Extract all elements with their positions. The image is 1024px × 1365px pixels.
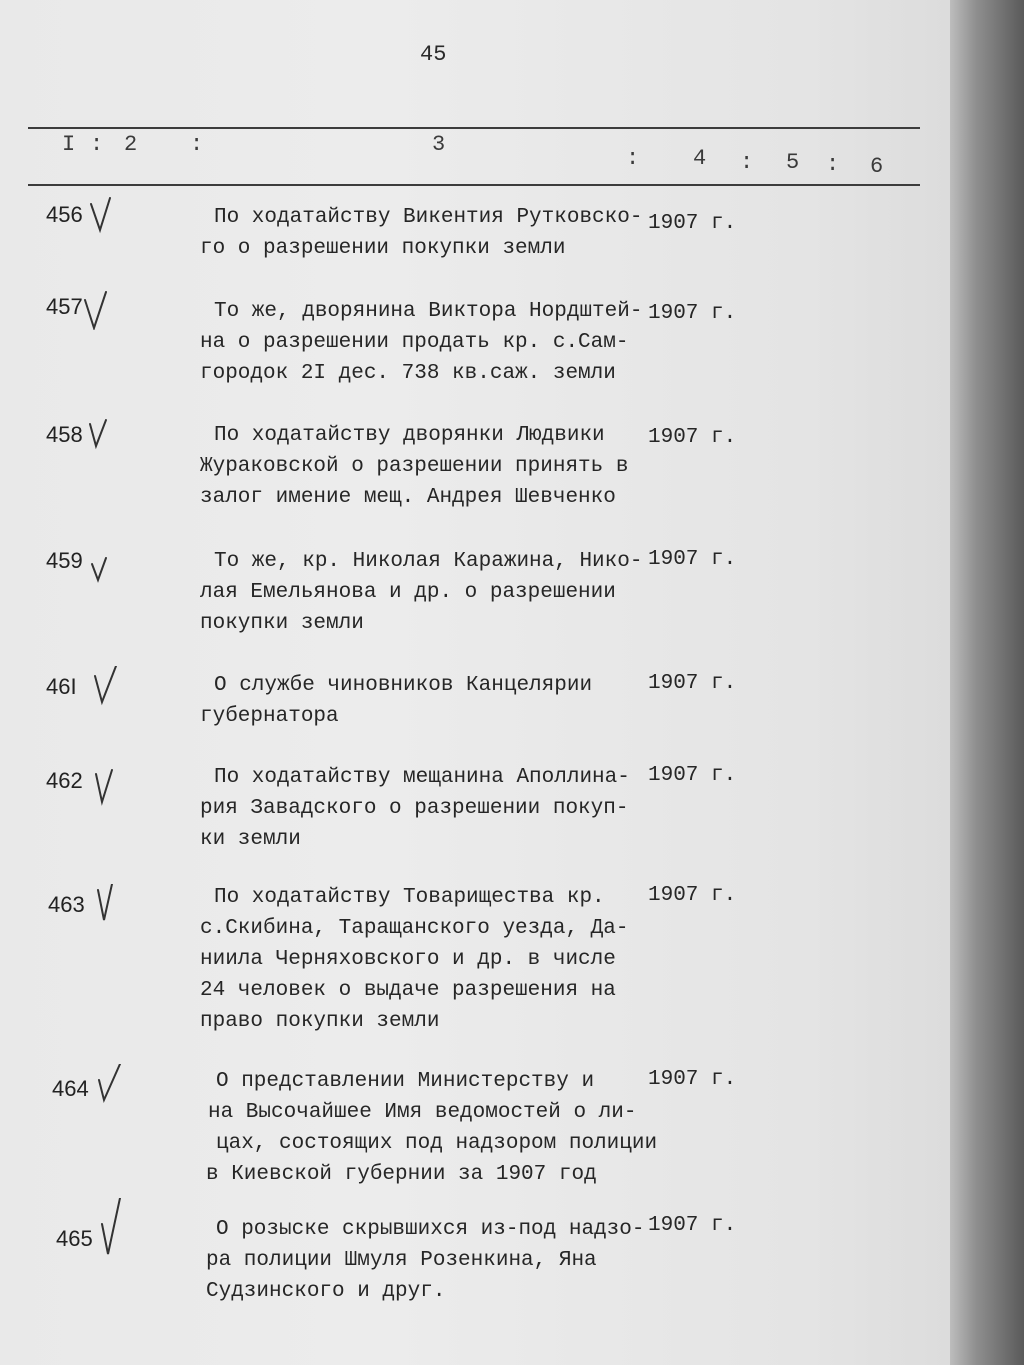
- entry-number: 462: [46, 768, 83, 793]
- entry-year: 1907 г.: [648, 426, 737, 449]
- entry-title-line: По ходатайству Товарищества кр.: [214, 886, 605, 909]
- checkmark-icon: [88, 196, 118, 236]
- entry-year: 1907 г.: [648, 1214, 737, 1237]
- entry-title: [200, 1214, 650, 1307]
- page-edge-shadow: [950, 0, 1024, 1365]
- checkmark-icon: [98, 1198, 128, 1258]
- entry-title-line: О розыске скрывшихся из-под надзо-: [216, 1218, 645, 1241]
- checkmark-icon: [82, 290, 112, 330]
- entry-title: [200, 546, 650, 639]
- column-header-4: 4: [693, 146, 707, 171]
- entry-title-line: По ходатайству Викентия Рутковско-: [214, 206, 643, 229]
- entry-title-line: го о разрешении покупки земли: [200, 237, 566, 260]
- entry-title-line: на о разрешении продать кр. с.Сам-: [200, 331, 629, 354]
- entry-number: 465: [56, 1226, 93, 1251]
- entry-year: 1907 г.: [648, 548, 737, 571]
- entry-title-line: По ходатайству дворянки Людвики: [214, 424, 605, 447]
- entry-title: [200, 296, 650, 389]
- entry-title-line: городок 2I дес. 738 кв.саж. земли: [200, 362, 616, 385]
- entry-number: 459: [46, 548, 83, 573]
- entry-title-line: право покупки земли: [200, 1010, 440, 1033]
- column-header-6: 6: [870, 154, 884, 179]
- column-separator: :: [740, 150, 754, 175]
- entry-number: 458: [46, 422, 83, 447]
- entry-title-line: залог имение мещ. Андрея Шевченко: [200, 486, 616, 509]
- entry-year: 1907 г.: [648, 1068, 737, 1091]
- entry-title-line: 24 человек о выдаче разрешения на: [200, 979, 616, 1002]
- entry-title-line: Судзинского и друг.: [206, 1280, 446, 1303]
- entry-title-line: покупки земли: [200, 612, 364, 635]
- entry-number: 464: [52, 1076, 89, 1101]
- entry-title-line: По ходатайству мещанина Аполлина-: [214, 766, 630, 789]
- entry-title-line: в Киевской губернии за 1907 год: [206, 1163, 597, 1186]
- entry-year: 1907 г.: [648, 212, 737, 235]
- entry-number: 457: [46, 294, 83, 319]
- column-header-5: 5: [786, 150, 800, 175]
- entry-title-line: ра полиции Шмуля Розенкина, Яна: [206, 1249, 597, 1272]
- entry-title-line: рия Завадского о разрешении покуп-: [200, 797, 629, 820]
- entry-number: 463: [48, 892, 85, 917]
- entry-title-line: То же, дворянина Виктора Нордштей-: [214, 300, 643, 323]
- checkmark-icon: [94, 884, 124, 924]
- entry-title-line: с.Скибина, Таращанского уезда, Да-: [200, 917, 629, 940]
- entry-title: [200, 762, 650, 855]
- column-header-1: I: [62, 132, 76, 157]
- entry-year: 1907 г.: [648, 672, 737, 695]
- entry-year: 1907 г.: [648, 884, 737, 907]
- header-rule-bottom: [28, 184, 920, 186]
- entry-title-line: О службе чиновников Канцелярии: [214, 674, 593, 697]
- entry-title-line: ки земли: [200, 828, 301, 851]
- entry-title: [200, 1066, 658, 1190]
- entry-title-line: губернатора: [200, 705, 339, 728]
- entry-title: [200, 882, 650, 1037]
- column-separator: :: [190, 132, 204, 157]
- checkmark-icon: [92, 666, 122, 706]
- column-header-3: 3: [432, 132, 446, 157]
- entry-title: [200, 670, 650, 732]
- checkmark-icon: [88, 550, 118, 590]
- entry-title: [200, 202, 650, 264]
- column-header-2: 2: [124, 132, 138, 157]
- page-number: 45: [420, 42, 447, 67]
- entry-year: 1907 г.: [648, 764, 737, 787]
- column-separator: :: [90, 132, 104, 157]
- entry-title-line: ниила Черняховского и др. в числе: [200, 948, 616, 971]
- checkmark-icon: [96, 1064, 126, 1104]
- entry-year: 1907 г.: [648, 302, 737, 325]
- entry-title-line: лая Емельянова и др. о разрешении: [200, 581, 616, 604]
- column-separator: :: [826, 152, 840, 177]
- entry-title-line: цах, состоящих под надзором полиции: [216, 1132, 658, 1155]
- entry-title-line: То же, кр. Николая Каражина, Нико-: [214, 550, 643, 573]
- entry-title: [200, 420, 650, 513]
- header-rule-top: [28, 127, 920, 129]
- entry-number: 456: [46, 202, 83, 227]
- entry-number: 46I: [46, 674, 77, 699]
- entry-title-line: Жураковской о разрешении принять в: [200, 455, 629, 478]
- entry-title-line: О представлении Министерству и: [216, 1070, 595, 1093]
- entry-title-line: на Высочайшее Имя ведомостей о ли-: [208, 1101, 637, 1124]
- column-separator: :: [626, 146, 640, 171]
- checkmark-icon: [92, 766, 122, 806]
- checkmark-icon: [86, 416, 116, 456]
